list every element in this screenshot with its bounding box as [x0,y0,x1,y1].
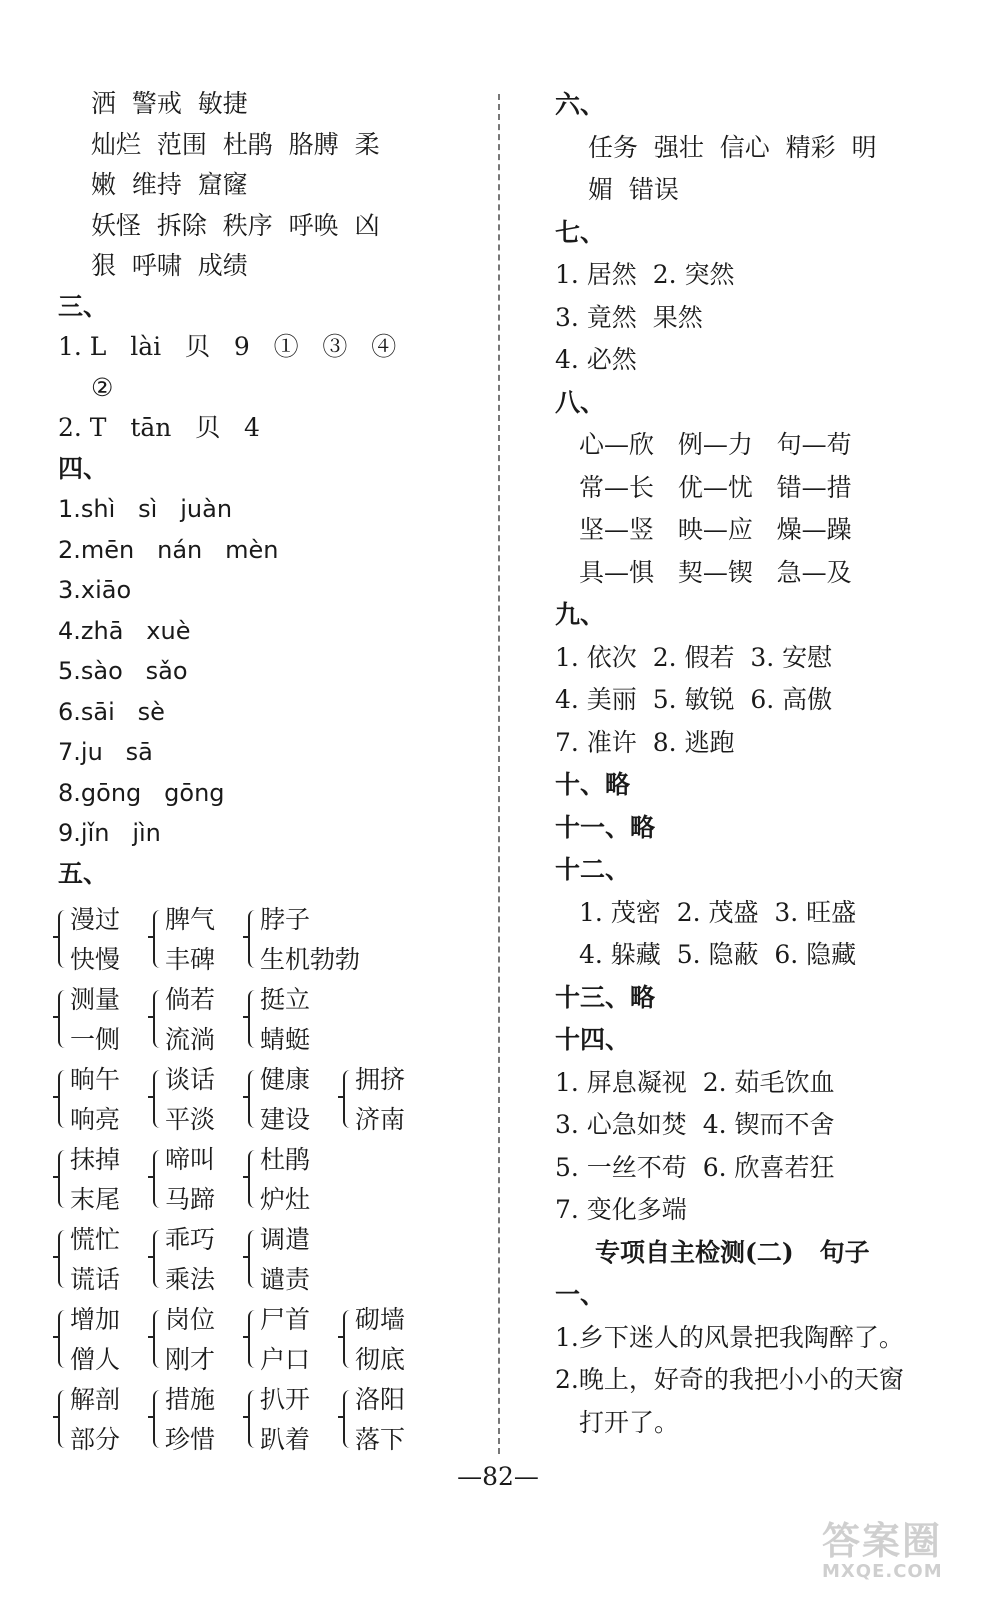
section-heading-3: 三、 [58,291,109,321]
answer-line: 4. 必然 [555,345,637,374]
pinyin-line: 4.zhā xuè [58,616,191,645]
brace-icon [248,1390,257,1448]
pair-word: 漫过 [70,905,121,934]
section-heading-14: 十四、 [555,1025,631,1054]
answer-line: 5. 一丝不苟 6. 欣喜若狂 [555,1152,835,1182]
brace-icon [343,1070,352,1128]
brace-icon [153,1310,162,1368]
answer-line: 坚—竖 映—应 燥—躁 [579,515,852,544]
pair-word: 脖子 [260,905,311,934]
pair-word: 扒开 [260,1385,311,1414]
section-title-main: 专项自主检测(二) [595,1237,794,1267]
answer-line: 4. 美丽 5. 敏锐 6. 高傲 [555,685,833,714]
pair-word: 部分 [70,1425,121,1454]
answer-line: 心—欣 例—力 句—苟 [579,430,852,459]
answer-line: 媚 错误 [588,175,679,204]
answer-line: 4. 躲藏 5. 隐蔽 6. 隐藏 [579,940,857,969]
pair-word: 挺立 [260,985,311,1014]
pair-word: 砌墙 [355,1305,406,1334]
pair-word: 蜻蜓 [260,1025,311,1054]
section-heading-1: 一、 [555,1280,606,1309]
word-line: 嫩 维持 窟窿 [91,170,248,199]
pair-word: 刚才 [165,1345,216,1374]
section-heading-7: 七、 [555,217,606,247]
brace-icon [58,1150,67,1208]
brace-icon [58,910,67,968]
pair-word: 响亮 [70,1105,121,1134]
pair-word: 晌午 [70,1065,121,1094]
word-pair-row [58,1060,478,1140]
pair-word: 落下 [355,1425,406,1454]
pair-word: 拥挤 [355,1065,406,1094]
pair-word: 测量 [70,985,121,1014]
pair-word: 流淌 [165,1025,216,1054]
pair-word: 乘法 [165,1265,216,1294]
brace-icon [248,1230,257,1288]
brace-icon [153,1150,162,1208]
pair-word: 生机勃勃 [260,945,361,974]
pair-word: 谴责 [260,1265,311,1294]
pair-word: 济南 [355,1105,406,1134]
answer-line: 1.乡下迷人的风景把我陶醉了。 [555,1322,904,1352]
word-pair-row [58,1220,478,1300]
watermark-text: 答案圈 [822,1519,943,1563]
pair-word: 脾气 [165,905,216,934]
pair-word: 杜鹃 [260,1145,311,1174]
pair-word: 解剖 [70,1385,121,1414]
answer-line: 1. 居然 2. 突然 [555,260,735,289]
pair-word: 平淡 [165,1105,216,1134]
brace-icon [248,1070,257,1128]
pinyin-line: 7.ju sā [58,738,153,766]
answer-line: 3. 心急如焚 4. 锲而不舍 [555,1110,835,1139]
word-pair-row [58,1380,478,1460]
answer-line: 7. 准许 8. 逃跑 [555,727,735,757]
word-line: 妖怪 拆除 秩序 呼唤 凶 [91,210,380,240]
brace-icon [343,1310,352,1368]
pair-word: 啼叫 [165,1145,216,1174]
pair-word: 乖巧 [165,1225,216,1254]
pair-word: 一侧 [70,1025,121,1054]
column-divider [498,94,500,1454]
pair-word: 户口 [260,1345,311,1374]
brace-icon [58,1310,67,1368]
answer-line: 2. T tān 贝 4 [58,413,260,442]
brace-icon [58,1070,67,1128]
pair-word: 倘若 [165,985,216,1014]
brace-icon [248,990,257,1048]
section-title-sub: 句子 [819,1237,870,1267]
watermark-url: MXQE.COM [822,1561,943,1582]
page-number: —82— [457,1462,539,1491]
word-pair-row [58,980,478,1060]
pinyin-line: 8.gōng gōng [58,778,225,807]
word-line: 狠 呼啸 成绩 [91,251,248,280]
pinyin-line: 5.sào sǎo [58,657,188,685]
word-pair-grid [58,900,478,1460]
section-heading-12: 十二、 [555,855,631,884]
pair-word: 僧人 [70,1345,121,1374]
brace-icon [58,990,67,1048]
section-heading-9: 九、 [555,600,606,629]
answer-line: 具—惧 契—锲 急—及 [579,557,852,587]
pair-word: 建设 [260,1105,311,1134]
brace-icon [153,1070,162,1128]
pinyin-line: 3.xiāo [58,576,132,604]
section-heading-6: 六、 [555,90,606,119]
pair-word: 丰碑 [165,945,216,974]
section-heading-13: 十三、略 [555,982,656,1012]
pair-word: 末尾 [70,1185,121,1214]
word-pair-row [58,1300,478,1380]
brace-icon [153,1390,162,1448]
section-heading-4: 四、 [58,453,109,483]
brace-icon [58,1390,67,1448]
pair-word: 趴着 [260,1425,311,1454]
pair-word: 岗位 [165,1305,216,1334]
pair-word: 彻底 [355,1345,406,1374]
right-column [555,84,965,1444]
pair-word: 谈话 [165,1065,216,1094]
section-heading-5: 五、 [58,858,109,888]
brace-icon [153,910,162,968]
pair-word: 谎话 [70,1265,121,1294]
pinyin-line: 2.mēn nán mèn [58,535,279,564]
answer-line: 1. 屏息凝视 2. 茹毛饮血 [555,1067,835,1097]
pair-word: 珍惜 [165,1425,216,1454]
watermark-logo [822,1510,982,1590]
section-heading-11: 十一、略 [555,812,656,842]
pair-word: 抹掉 [70,1145,121,1174]
brace-icon [58,1230,67,1288]
answer-line: 3. 竟然 果然 [555,302,703,332]
pair-word: 健康 [260,1065,311,1094]
brace-icon [153,1230,162,1288]
answer-line: 打开了。 [579,1407,680,1437]
pair-word: 调遣 [260,1225,311,1254]
brace-icon [343,1390,352,1448]
brace-icon [248,1150,257,1208]
pair-word: 快慢 [70,945,121,974]
answer-line: 7. 变化多端 [555,1195,687,1224]
pinyin-line: 6.sāi sè [58,697,165,726]
brace-icon [248,1310,257,1368]
pair-word: 洛阳 [355,1385,406,1414]
word-line: 灿烂 范围 杜鹃 胳膊 柔 [91,129,380,159]
section-title [555,1232,965,1275]
answer-line: 1. L lài 贝 9 ① ③ ④ [58,332,397,361]
pair-word: 炉灶 [260,1185,311,1214]
pair-word: 马蹄 [165,1185,216,1214]
answer-line: 1. 茂密 2. 茂盛 3. 旺盛 [579,897,857,927]
pair-word: 慌忙 [70,1225,121,1254]
pair-word: 增加 [70,1305,121,1334]
word-line: 洒 警戒 敏捷 [91,89,248,118]
answer-line: 2.晚上，好奇的我把小小的天窗 [555,1365,904,1394]
answer-line: ② [91,372,114,402]
pinyin-line: 1.shì sì juàn [58,495,233,523]
word-pair-row [58,900,478,980]
section-heading-10: 十、略 [555,770,631,799]
pinyin-line: 9.jǐn jìn [58,819,161,847]
brace-icon [153,990,162,1048]
section-heading-8: 八、 [555,387,606,417]
answer-line: 常—长 优—忧 错—措 [579,472,852,502]
answer-line: 1. 依次 2. 假若 3. 安慰 [555,642,833,672]
answer-line: 任务 强壮 信心 精彩 明 [588,132,877,162]
word-pair-row [58,1140,478,1220]
brace-icon [248,910,257,968]
pair-word: 措施 [165,1385,216,1414]
pair-word: 尸首 [260,1305,311,1334]
left-column [58,84,478,1460]
